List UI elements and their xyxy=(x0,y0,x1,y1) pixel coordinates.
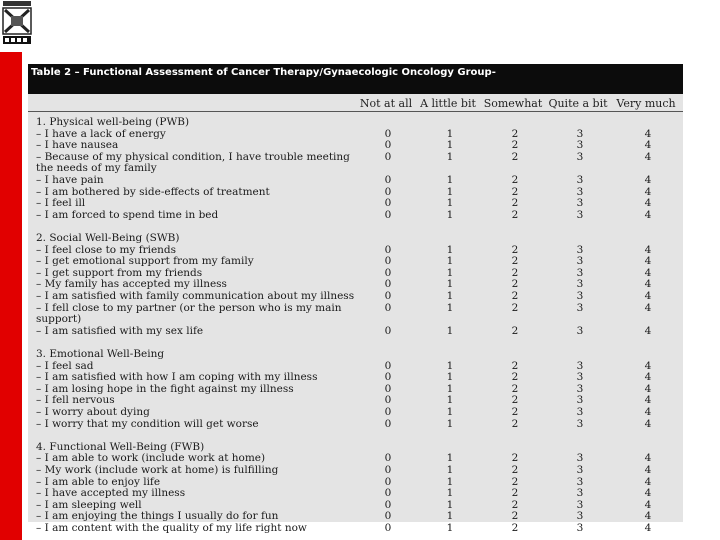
score-cell: 3 xyxy=(576,174,584,186)
score-cell: 1 xyxy=(446,371,454,384)
row-label: – I am bothered by side-effects of treatment xyxy=(36,185,270,198)
score-cell: 0 xyxy=(384,208,392,221)
row-label: – I get emotional support from my family xyxy=(36,255,254,268)
row-label: – I am satisfied with my sex life xyxy=(36,324,204,337)
score-cell: 3 xyxy=(576,371,584,384)
score-cell: 2 xyxy=(511,522,519,534)
score-cell: 3 xyxy=(576,487,584,500)
table-row xyxy=(28,209,683,221)
table-row xyxy=(28,452,683,464)
score-cell: 2 xyxy=(511,266,519,279)
score-cell: 2 xyxy=(511,475,519,488)
table-row xyxy=(28,151,683,163)
score-cell: 3 xyxy=(576,278,584,291)
score-cell: 1 xyxy=(446,290,454,302)
score-cell: 3 xyxy=(576,127,584,140)
row-label: – I am losing hope in the fight against my illness xyxy=(36,382,294,395)
table-row xyxy=(28,464,683,476)
score-cell: 1 xyxy=(446,406,454,418)
row-label: – I am able to enjoy life xyxy=(36,475,161,488)
score-cell: 4 xyxy=(644,464,652,476)
table-row xyxy=(28,383,683,395)
row-label: – I am content with the quality of my life right now xyxy=(36,522,307,534)
score-cell: 2 xyxy=(511,487,519,500)
score-cell: 0 xyxy=(384,498,392,511)
row-label: – I am sleeping well xyxy=(36,498,142,511)
row-label: – I feel sad xyxy=(36,359,94,372)
score-cell: 2 xyxy=(511,197,519,210)
row-label: 2. Social Well-Being (SWB) xyxy=(36,232,180,244)
score-cell: 1 xyxy=(446,139,454,152)
score-cell: 1 xyxy=(446,278,454,291)
table-row xyxy=(28,371,683,383)
score-cell: 1 xyxy=(446,382,454,395)
score-cell: 1 xyxy=(446,510,454,523)
row-label: – I am forced to spend time in bed xyxy=(36,208,219,221)
score-cell: 1 xyxy=(446,394,454,407)
score-cell: 3 xyxy=(576,197,584,210)
score-cell: 0 xyxy=(384,522,392,534)
score-cell: 1 xyxy=(446,174,454,186)
table-row xyxy=(28,406,683,418)
score-cell: 1 xyxy=(446,255,454,268)
score-cell: 4 xyxy=(644,324,652,337)
score-cell: 2 xyxy=(511,150,519,163)
score-cell: 3 xyxy=(576,290,584,302)
section-heading xyxy=(28,348,683,360)
score-cell: 0 xyxy=(384,406,392,418)
header-divider xyxy=(28,111,683,112)
score-cell: 3 xyxy=(576,394,584,407)
score-cell: 0 xyxy=(384,510,392,523)
score-cell: 0 xyxy=(384,174,392,186)
score-cell: 4 xyxy=(644,278,652,291)
row-label: – I worry about dying xyxy=(36,406,150,418)
table-title-bar xyxy=(28,64,683,94)
column-header: Very much xyxy=(616,97,676,110)
score-cell: 1 xyxy=(446,452,454,465)
score-cell: 2 xyxy=(511,452,519,465)
row-label: – I am enjoying the things I usually do for fun xyxy=(36,510,279,523)
score-cell: 3 xyxy=(576,255,584,268)
score-cell: 0 xyxy=(384,185,392,198)
table-row xyxy=(28,267,683,279)
score-cell: 2 xyxy=(511,174,519,186)
table-row xyxy=(28,128,683,140)
score-cell: 0 xyxy=(384,150,392,163)
score-cell: 0 xyxy=(384,417,392,430)
score-cell: 1 xyxy=(446,498,454,511)
score-cell: 2 xyxy=(511,498,519,511)
red-accent-bar xyxy=(0,52,22,540)
table-row xyxy=(28,418,683,430)
table-row xyxy=(28,197,683,209)
table-row xyxy=(28,360,683,372)
score-cell: 1 xyxy=(446,417,454,430)
table-row xyxy=(28,302,683,314)
score-cell: 0 xyxy=(384,301,392,314)
score-cell: 0 xyxy=(384,452,392,465)
score-cell: 3 xyxy=(576,522,584,534)
score-cell: 4 xyxy=(644,394,652,407)
table-row xyxy=(28,255,683,267)
score-cell: 0 xyxy=(384,371,392,384)
score-cell: 0 xyxy=(384,127,392,140)
score-cell: 0 xyxy=(384,139,392,152)
score-cell: 1 xyxy=(446,208,454,221)
score-cell: 1 xyxy=(446,197,454,210)
row-label: 3. Emotional Well-Being xyxy=(36,348,165,360)
score-cell: 4 xyxy=(644,127,652,140)
row-label: – Because of my physical condition, I have trouble meeting xyxy=(36,150,350,163)
score-cell: 4 xyxy=(644,417,652,430)
score-cell: 1 xyxy=(446,522,454,534)
row-label: – I have accepted my illness xyxy=(36,487,186,500)
score-cell: 3 xyxy=(576,208,584,221)
score-cell: 3 xyxy=(576,510,584,523)
row-label: – I fell close to my partner (or the person who is my main xyxy=(36,301,342,314)
row-label: – I have pain xyxy=(36,174,104,186)
score-cell: 0 xyxy=(384,324,392,337)
university-logo xyxy=(2,0,32,46)
score-cell: 4 xyxy=(644,382,652,395)
row-label: support) xyxy=(36,313,82,326)
score-cell: 4 xyxy=(644,243,652,256)
score-cell: 0 xyxy=(384,278,392,291)
score-cell: 2 xyxy=(511,127,519,140)
score-cell: 4 xyxy=(644,522,652,534)
score-cell: 4 xyxy=(644,452,652,465)
score-cell: 3 xyxy=(576,498,584,511)
table-row xyxy=(28,476,683,488)
row-label: – I fell nervous xyxy=(36,394,115,407)
score-cell: 3 xyxy=(576,243,584,256)
score-cell: 0 xyxy=(384,255,392,268)
score-cell: 1 xyxy=(446,127,454,140)
score-cell: 1 xyxy=(446,324,454,337)
row-label: – I feel ill xyxy=(36,197,86,210)
column-header: Quite a bit xyxy=(548,97,608,110)
score-cell: 4 xyxy=(644,290,652,302)
score-cell: 2 xyxy=(511,243,519,256)
table-panel xyxy=(28,64,683,534)
row-label: – I feel close to my friends xyxy=(36,243,177,256)
score-cell: 0 xyxy=(384,394,392,407)
column-header: Not at all xyxy=(359,97,413,110)
score-cell: 0 xyxy=(384,266,392,279)
row-label: – I am satisfied with how I am coping with my illness xyxy=(36,371,318,384)
row-label: – I have a lack of energy xyxy=(36,127,166,140)
score-cell: 2 xyxy=(511,371,519,384)
row-label: 4. Functional Well-Being (FWB) xyxy=(36,440,205,453)
score-cell: 1 xyxy=(446,359,454,372)
score-cell: 2 xyxy=(511,290,519,302)
score-cell: 4 xyxy=(644,510,652,523)
score-cell: 1 xyxy=(446,266,454,279)
score-cell: 2 xyxy=(511,139,519,152)
section-heading xyxy=(28,232,683,244)
score-cell: 1 xyxy=(446,301,454,314)
score-cell: 4 xyxy=(644,185,652,198)
score-cell: 4 xyxy=(644,139,652,152)
row-label: – I have nausea xyxy=(36,139,119,152)
row-label: – My work (include work at home) is fulfilling xyxy=(36,464,279,476)
score-cell: 2 xyxy=(511,255,519,268)
row-label: – I worry that my condition will get worse xyxy=(36,417,259,430)
score-cell: 3 xyxy=(576,382,584,395)
score-cell: 3 xyxy=(576,464,584,476)
table-row xyxy=(28,394,683,406)
score-cell: 0 xyxy=(384,487,392,500)
score-cell: 3 xyxy=(576,150,584,163)
row-label: – I am satisfied with family communication about my illness xyxy=(36,290,355,302)
score-cell: 2 xyxy=(511,301,519,314)
column-header: Somewhat xyxy=(483,97,543,110)
score-cell: 3 xyxy=(576,359,584,372)
table-row xyxy=(28,186,683,198)
table-row xyxy=(28,522,683,534)
score-cell: 4 xyxy=(644,174,652,186)
score-cell: 3 xyxy=(576,452,584,465)
score-cell: 0 xyxy=(384,197,392,210)
score-cell: 4 xyxy=(644,208,652,221)
section-heading xyxy=(28,441,683,453)
score-cell: 3 xyxy=(576,417,584,430)
score-cell: 2 xyxy=(511,394,519,407)
score-cell: 3 xyxy=(576,266,584,279)
score-cell: 0 xyxy=(384,464,392,476)
score-cell: 0 xyxy=(384,475,392,488)
score-cell: 4 xyxy=(644,197,652,210)
score-cell: 3 xyxy=(576,301,584,314)
table-row xyxy=(28,325,683,337)
score-cell: 4 xyxy=(644,498,652,511)
score-cell: 4 xyxy=(644,487,652,500)
score-cell: 2 xyxy=(511,278,519,291)
score-cell: 2 xyxy=(511,208,519,221)
score-cell: 0 xyxy=(384,243,392,256)
score-cell: 1 xyxy=(446,487,454,500)
table-row xyxy=(28,244,683,256)
score-cell: 4 xyxy=(644,406,652,418)
score-cell: 0 xyxy=(384,359,392,372)
score-cell: 3 xyxy=(576,475,584,488)
score-cell: 4 xyxy=(644,150,652,163)
score-cell: 4 xyxy=(644,266,652,279)
score-cell: 1 xyxy=(446,150,454,163)
score-cell: 2 xyxy=(511,382,519,395)
table-title: Table 2 – Functional Assessment of Cancer Therapy/Gynaecologic Oncology Group- xyxy=(31,67,496,78)
column-header: A little bit xyxy=(420,97,476,110)
item-continuation xyxy=(28,313,683,325)
table-row xyxy=(28,290,683,302)
row-label: – I get support from my friends xyxy=(36,266,203,279)
score-cell: 4 xyxy=(644,255,652,268)
table-row xyxy=(28,278,683,290)
table-row xyxy=(28,139,683,151)
score-cell: 4 xyxy=(644,301,652,314)
row-label: – My family has accepted my illness xyxy=(36,278,227,291)
score-cell: 2 xyxy=(511,406,519,418)
table-row xyxy=(28,174,683,186)
score-cell: 3 xyxy=(576,139,584,152)
score-cell: 3 xyxy=(576,406,584,418)
table-row xyxy=(28,487,683,499)
score-cell: 0 xyxy=(384,382,392,395)
score-cell: 1 xyxy=(446,185,454,198)
score-cell: 2 xyxy=(511,510,519,523)
score-cell: 4 xyxy=(644,475,652,488)
score-cell: 3 xyxy=(576,324,584,337)
score-cell: 4 xyxy=(644,359,652,372)
score-cell: 2 xyxy=(511,359,519,372)
row-label: – I am able to work (include work at home) xyxy=(36,452,266,465)
section-heading xyxy=(28,116,683,128)
table-row xyxy=(28,499,683,511)
table-row xyxy=(28,510,683,522)
score-cell: 3 xyxy=(576,185,584,198)
row-label: 1. Physical well-being (PWB) xyxy=(36,116,190,128)
score-cell: 1 xyxy=(446,464,454,476)
score-cell: 2 xyxy=(511,417,519,430)
score-cell: 2 xyxy=(511,324,519,337)
score-cell: 0 xyxy=(384,290,392,302)
score-cell: 1 xyxy=(446,243,454,256)
score-cell: 2 xyxy=(511,185,519,198)
item-continuation xyxy=(28,162,683,174)
score-cell: 1 xyxy=(446,475,454,488)
score-cell: 2 xyxy=(511,464,519,476)
score-cell: 4 xyxy=(644,371,652,384)
row-label: the needs of my family xyxy=(36,162,157,175)
